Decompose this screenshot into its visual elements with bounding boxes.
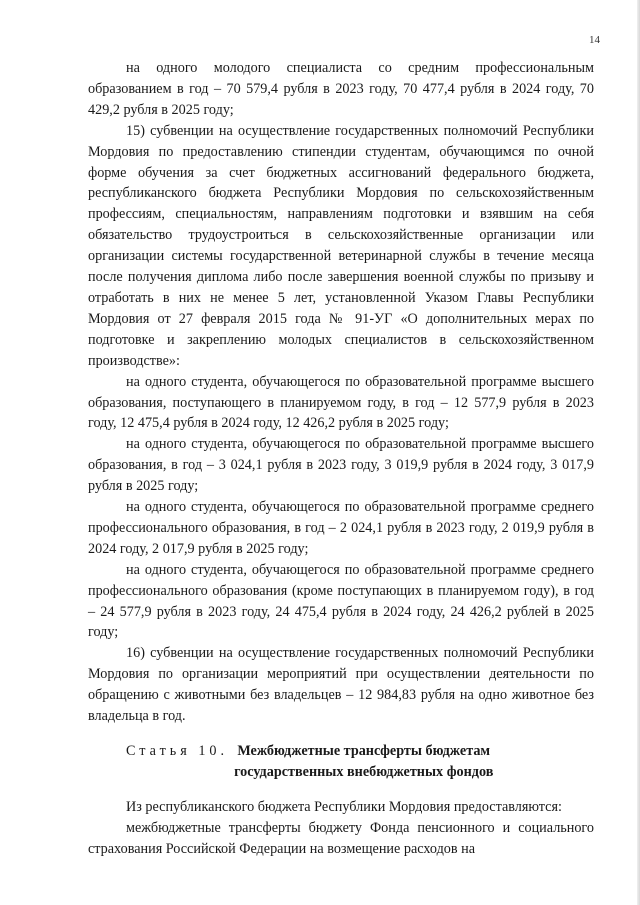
paragraph: 15) субвенции на осуществление государственных полномочий Республики Мордовия по предоставлению стипендии студентам, обучающимся по очной форме обучения за счет бюджетных ассигнований федерального бюджета, республиканского бюджета Республики Мордовия по сельскохозяйственным профессиям, специальностям, направлениям подготовки и взявшим на себя обязательство трудоустроиться в сельскохозяйственные организации или организации системы государственной ветеринарной службы в течение месяца после получения диплома либо после завершения военной службы по призыву и отработать в них не менее 5 лет, установленной Указом Главы Республики Мордовия от 27 февраля 2015 года № 91-УГ «О дополнительных мерах по подготовке и закреплению молодых специалистов в сельскохозяйственном производстве»: xyxy=(88,122,594,369)
paragraph: на одного студента, обучающегося по образовательной программе высшего образования, в год – 3 024,1 рубля в 2023 году, 3 019,9 рубля в 2024 году, 3 017,9 рубля в 2025 году; xyxy=(88,436,594,495)
article-title-line: государственных внебюджетных фондов xyxy=(234,763,494,780)
document-body xyxy=(88,58,594,860)
paragraph: на одного студента, обучающегося по образовательной программе высшего образования, поступающего в планируемом году, в год – 12 577,9 рубля в 2023 году, 12 475,4 рубля в 2024 году, 12 426,2 рубля в 2025 году; xyxy=(88,373,594,432)
paragraph: межбюджетные трансферты бюджету Фонда пенсионного и социального страхования Российской Федерации на возмещение расходов на xyxy=(88,819,594,857)
article-title xyxy=(234,741,493,783)
article-label: Статья 10. xyxy=(126,743,229,759)
paragraph: на одного студента, обучающегося по образовательной программе среднего профессионального образования (кроме поступающих в планируемом году), в год – 24 577,9 рубля в 2023 году, 24 475,4 рубля в 2024 году, 24 426,2 рублей в 2025 году; xyxy=(88,561,594,641)
paragraph: Из республиканского бюджета Республики Мордовия предоставляются: xyxy=(126,798,562,815)
article-title-line: Межбюджетные трансферты бюджетам xyxy=(237,743,491,759)
page-number: 14 xyxy=(589,34,600,46)
paragraph: на одного студента, обучающегося по образовательной программе среднего профессионального образования, в год – 2 024,1 рубля в 2023 году, 2 019,9 рубля в 2024 году, 2 017,9 рубля в 2025 году; xyxy=(88,499,594,557)
article-heading xyxy=(88,741,594,783)
paragraph: на одного молодого специалиста со средним профессиональным образованием в год – 70 579,4 рубля в 2023 году, 70 477,4 рубля в 2024 году, 70 429,2 рубля в 2025 году; xyxy=(88,60,594,118)
paragraph: 16) субвенции на осуществление государственных полномочий Республики Мордовия по организации мероприятий при осуществлении деятельности по обращению с животными без владельцев – 12 984,83 рубля на одно животное без владельца в год. xyxy=(88,645,594,725)
